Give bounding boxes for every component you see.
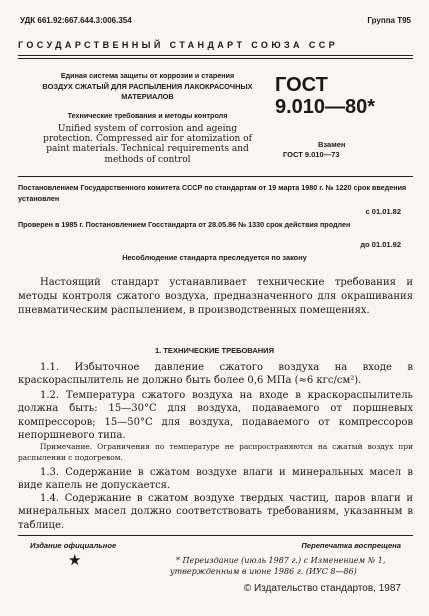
reissue-footnote: * Переиздание (июль 1987 г.) с Изменением № 1, утвержденным в июне 1986 г. (ИУС 8—86)	[170, 556, 386, 576]
decree-text: Постановлением Государственного комитета СССР по стандартам от 19 марта 1980 г. № 1220 срок введения установлен	[18, 183, 407, 203]
reprint-prohibited-label: Перепечатка воспрещена	[301, 541, 401, 550]
group-code: Группа Т95	[367, 16, 411, 25]
paragraph-1-1: 1.1. Избыточное давление сжатого воздуха на входе в краскораспылитель не должно быть более 0,6 МПа (≈6 кгс/см²).	[18, 362, 413, 387]
replaces-label: Взамен	[318, 140, 346, 149]
from-date: с 01.01.82	[365, 207, 401, 216]
until-date: до 01.01.92	[360, 240, 401, 249]
document-title-en: Unified system of corrosion and ageing protection. Compressed air for atomization of paint materials. Technical requirements and methods of control	[43, 124, 252, 165]
star-icon: ★	[68, 551, 82, 569]
udk-code: УДК 661.92:667.644.3:006.354	[20, 16, 132, 25]
intro-paragraph: Настоящий стандарт устанавливает технические требования и методы контроля сжатого воздуха, предназначенного для окрашивания пневматическим распылением, в производственных помещениях.	[18, 277, 413, 316]
document-title-ru: ВОЗДУХ СЖАТЫЙ ДЛЯ РАСПЫЛЕНИЯ ЛАКОКРАСОЧНЫХ МАТЕРИАЛОВ	[42, 82, 253, 101]
standard-title: ГОСУДАРСТВЕННЫЙ СТАНДАРТ СОЮЗА ССР	[18, 40, 339, 50]
paragraph-1-4: 1.4. Содержание в сжатом воздухе твердых частиц, паров влаги и минеральных масел должно соответствовать требованиям, указанным в таблице.	[18, 493, 413, 531]
document-subtitle-ru: Технические требования и методы контроля	[67, 111, 228, 120]
violation-notice: Несоблюдение стандарта преследуется по закону	[122, 253, 307, 262]
gost-code: ГОСТ	[275, 74, 328, 96]
section-rule	[18, 176, 413, 177]
gost-number: 9.010—80*	[275, 96, 376, 118]
copyright-notice: © Издательство стандартов, 1987	[243, 583, 401, 594]
footer-rule	[18, 535, 413, 536]
checked-text: Проверен в 1985 г. Постановлением Госстандарта от 28.05.86 № 1330 срок действия продлен	[18, 220, 351, 229]
header-rule	[18, 55, 413, 56]
paragraph-1-3: 1.3. Содержание в сжатом воздухе влаги и минеральных масел в виде капель не допускается.	[18, 467, 413, 492]
note-paragraph: Примечание. Ограничения по температуре не распространяются на сжатый воздух при распылении с подогревом.	[18, 442, 413, 462]
section-heading: 1. ТЕХНИЧЕСКИЕ ТРЕБОВАНИЯ	[155, 346, 274, 355]
replaces-value: ГОСТ 9.010—73	[283, 150, 340, 159]
official-edition-label: Издание официальное	[30, 541, 117, 550]
series-title: Единая система защиты от коррозии и старения	[60, 71, 235, 80]
header-rule-thick	[18, 58, 413, 59]
paragraph-1-2: 1.2. Температура сжатого воздуха на входе в краскораспылитель должна быть: 15—30°С для воздуха, подаваемого от поршневых компрессоров; 15—50°С для воздуха, подаваемого от компрессоров непоршневого типа.	[18, 390, 413, 442]
